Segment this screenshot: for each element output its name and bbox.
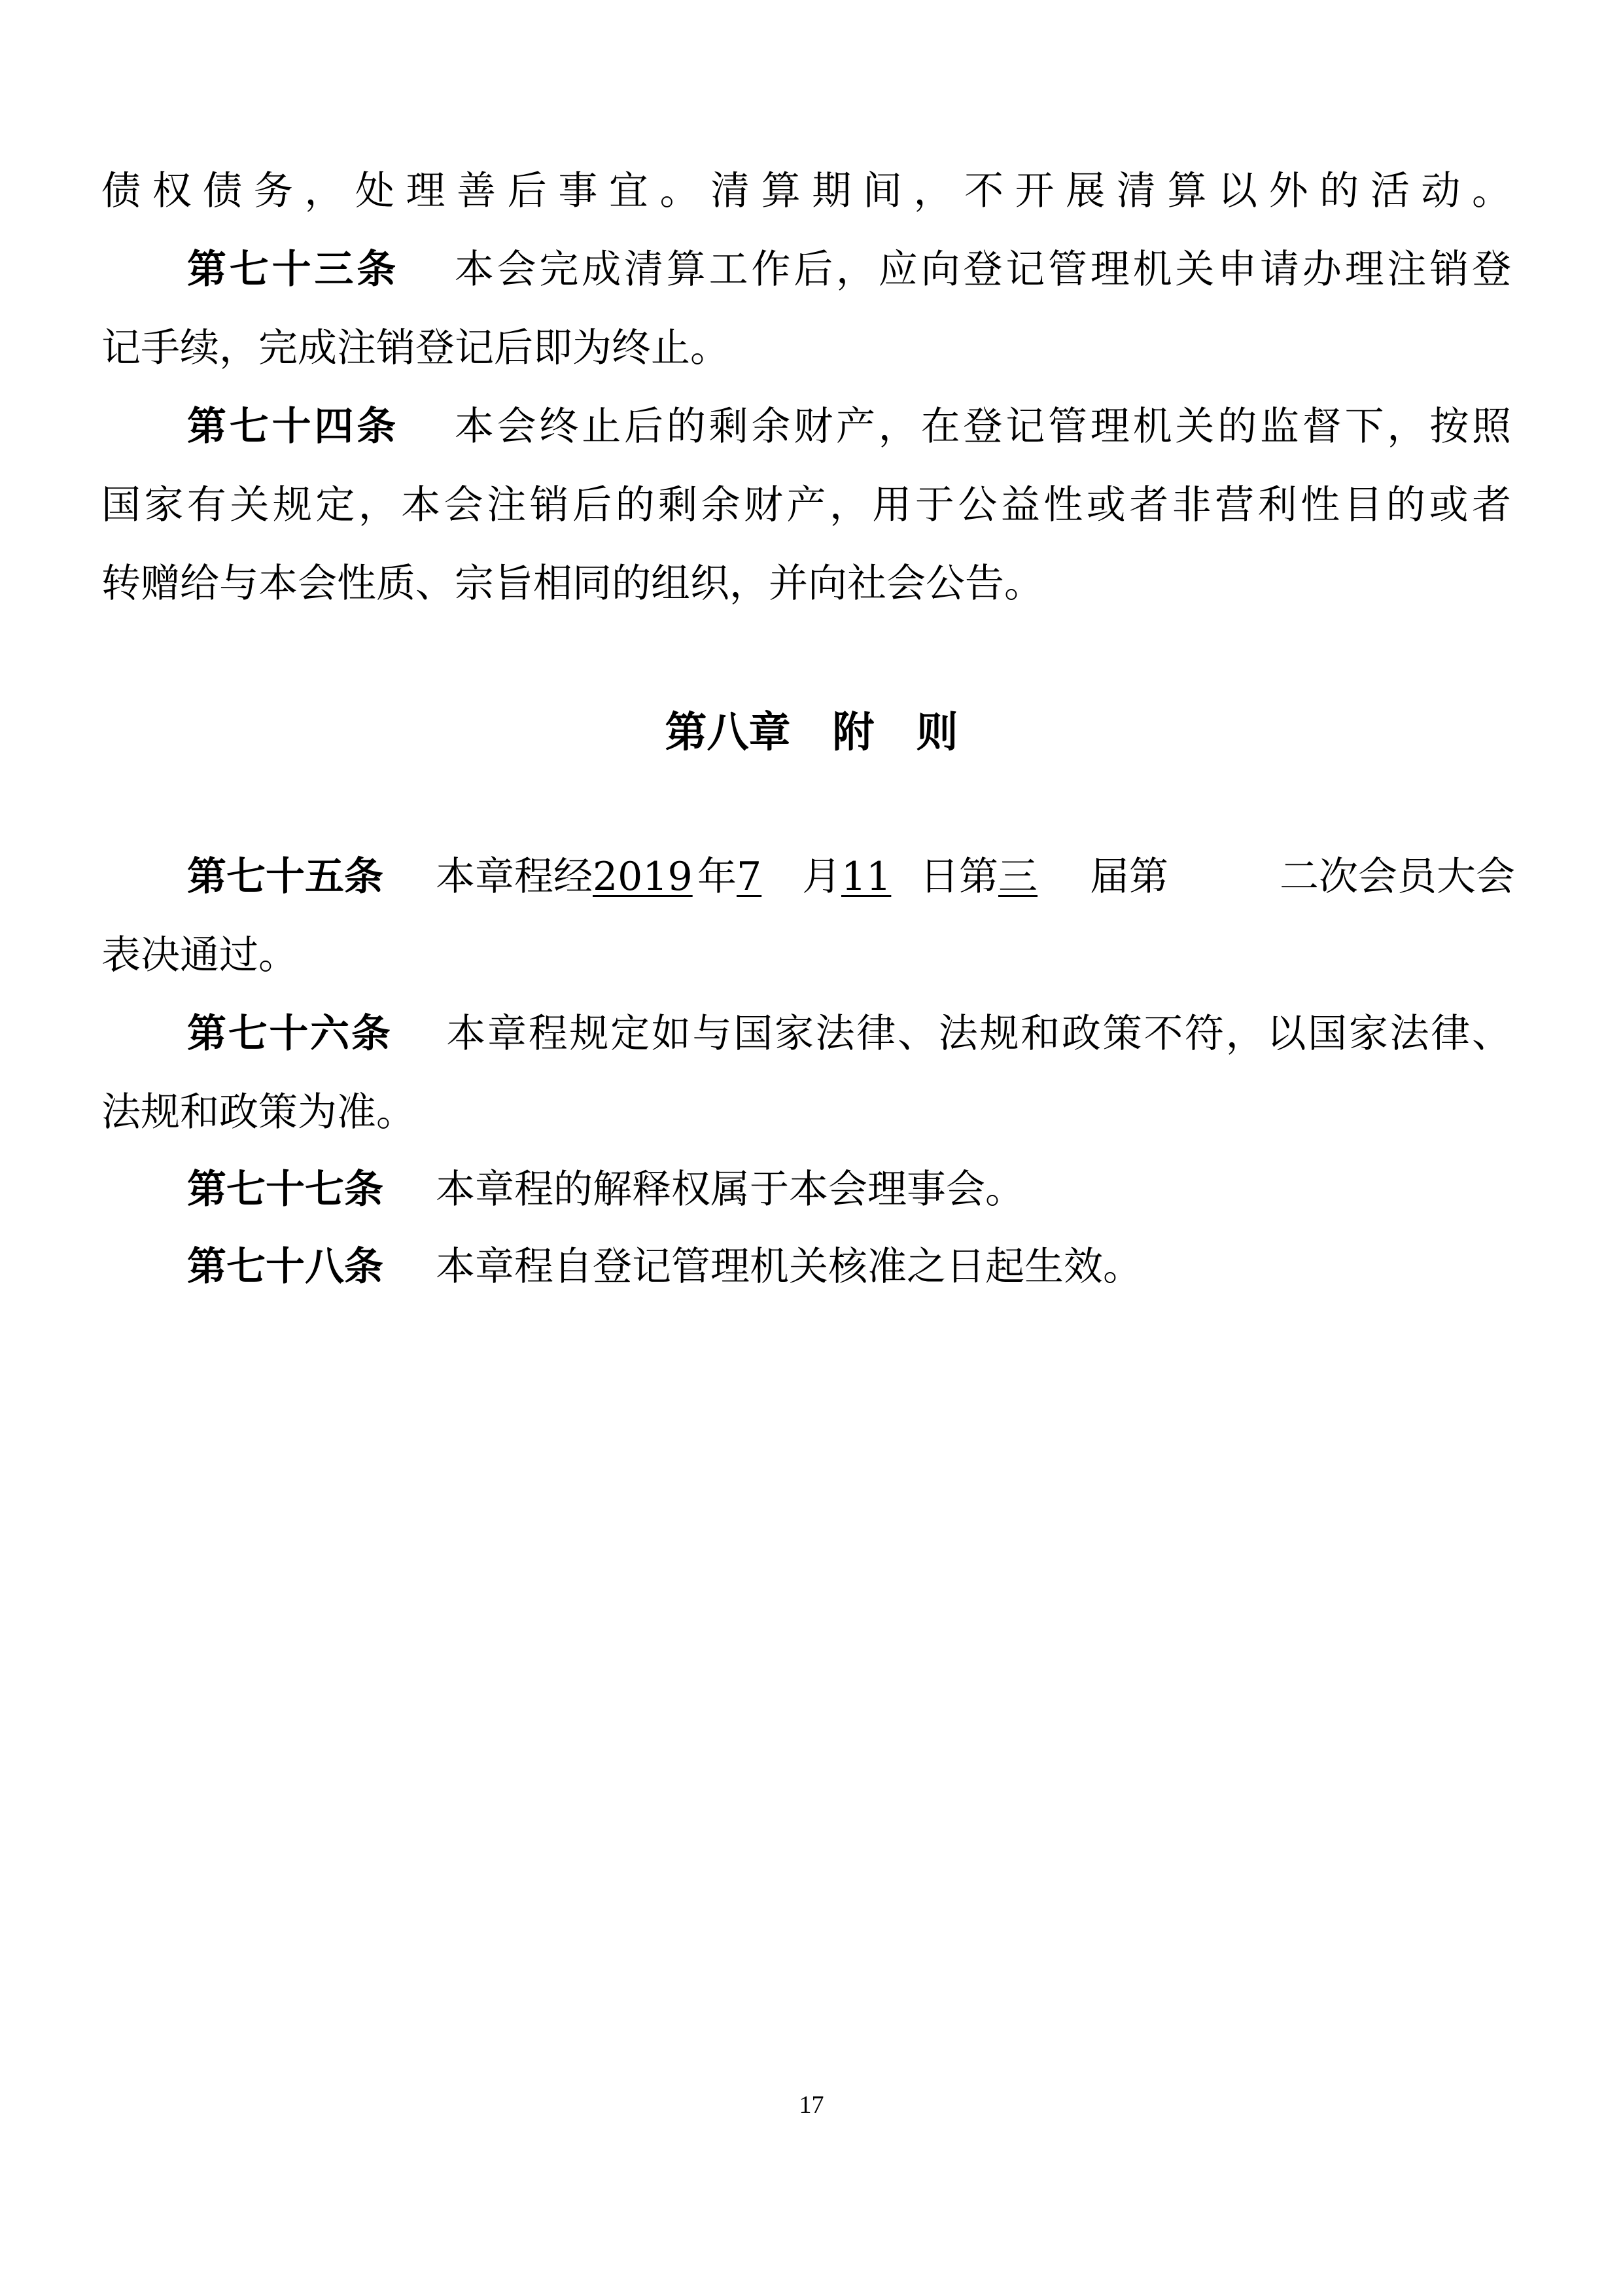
meeting-blank-field [1168,851,1280,903]
adoption-month-field: 7 [737,854,762,900]
month-unit: 月 [802,854,841,900]
article-77-text: 本章程的解释权属于本会理事会。 [436,1167,1024,1212]
article-77 [187,1163,1024,1216]
article-74-number: 第七十四条 [187,404,399,450]
adoption-year-field: 2019 [593,854,693,900]
article-75 [187,851,1515,903]
article-74-text-line1: 本会终止后的剩余财产，在登记管理机关的监督下，按照 [451,404,1511,450]
article-75-pre: 本章程经 [436,854,593,900]
chapter-8-heading: 第八章 附 则 [665,709,958,757]
day-unit: 日第 [920,854,998,900]
article-75-text-line2: 表决通过。 [101,932,298,978]
article-75-number: 第七十五条 [187,854,383,900]
article-76-text-line2: 法规和政策为准。 [101,1089,415,1135]
article-78-text: 本章程自登记管理机关核准之日起生效。 [436,1244,1142,1290]
article-73-text-line1: 本会完成清算工作后，应向登记管理机关申请办理注销登 [451,247,1511,292]
article-74 [187,400,1511,453]
article-74-text-line2: 国家有关规定，本会注销后的剩余财产，用于公益性或者非营利性目的或者 [101,482,1511,528]
article-76-number: 第七十六条 [187,1011,393,1057]
adoption-day-field: 11 [841,854,892,900]
article-76-text-line1: 本章程规定如与国家法律、法规和政策不符，以国家法律、 [444,1011,1512,1057]
page-number: 17 [799,2091,824,2119]
article-77-number: 第七十七条 [187,1167,383,1212]
article-73-number: 第七十三条 [187,247,399,292]
article-74-text-line3: 转赠给与本会性质、宗旨相同的组织，并向社会公告。 [101,561,1043,607]
article-73-text-line2: 记手续，完成注销登记后即为终止。 [101,325,729,371]
year-unit: 年 [697,854,737,900]
article-72-continuation: 债权债务，处理善后事宜。清算期间，不开展清算以外的活动。 [101,168,1511,214]
article-73 [187,243,1511,296]
session-unit: 届第 [1090,854,1168,900]
session-field: 三 [998,854,1038,900]
article-76 [187,1008,1511,1060]
article-78 [187,1241,1142,1293]
article-75-post: 二次会员大会 [1280,854,1515,900]
article-78-number: 第七十八条 [187,1244,383,1290]
